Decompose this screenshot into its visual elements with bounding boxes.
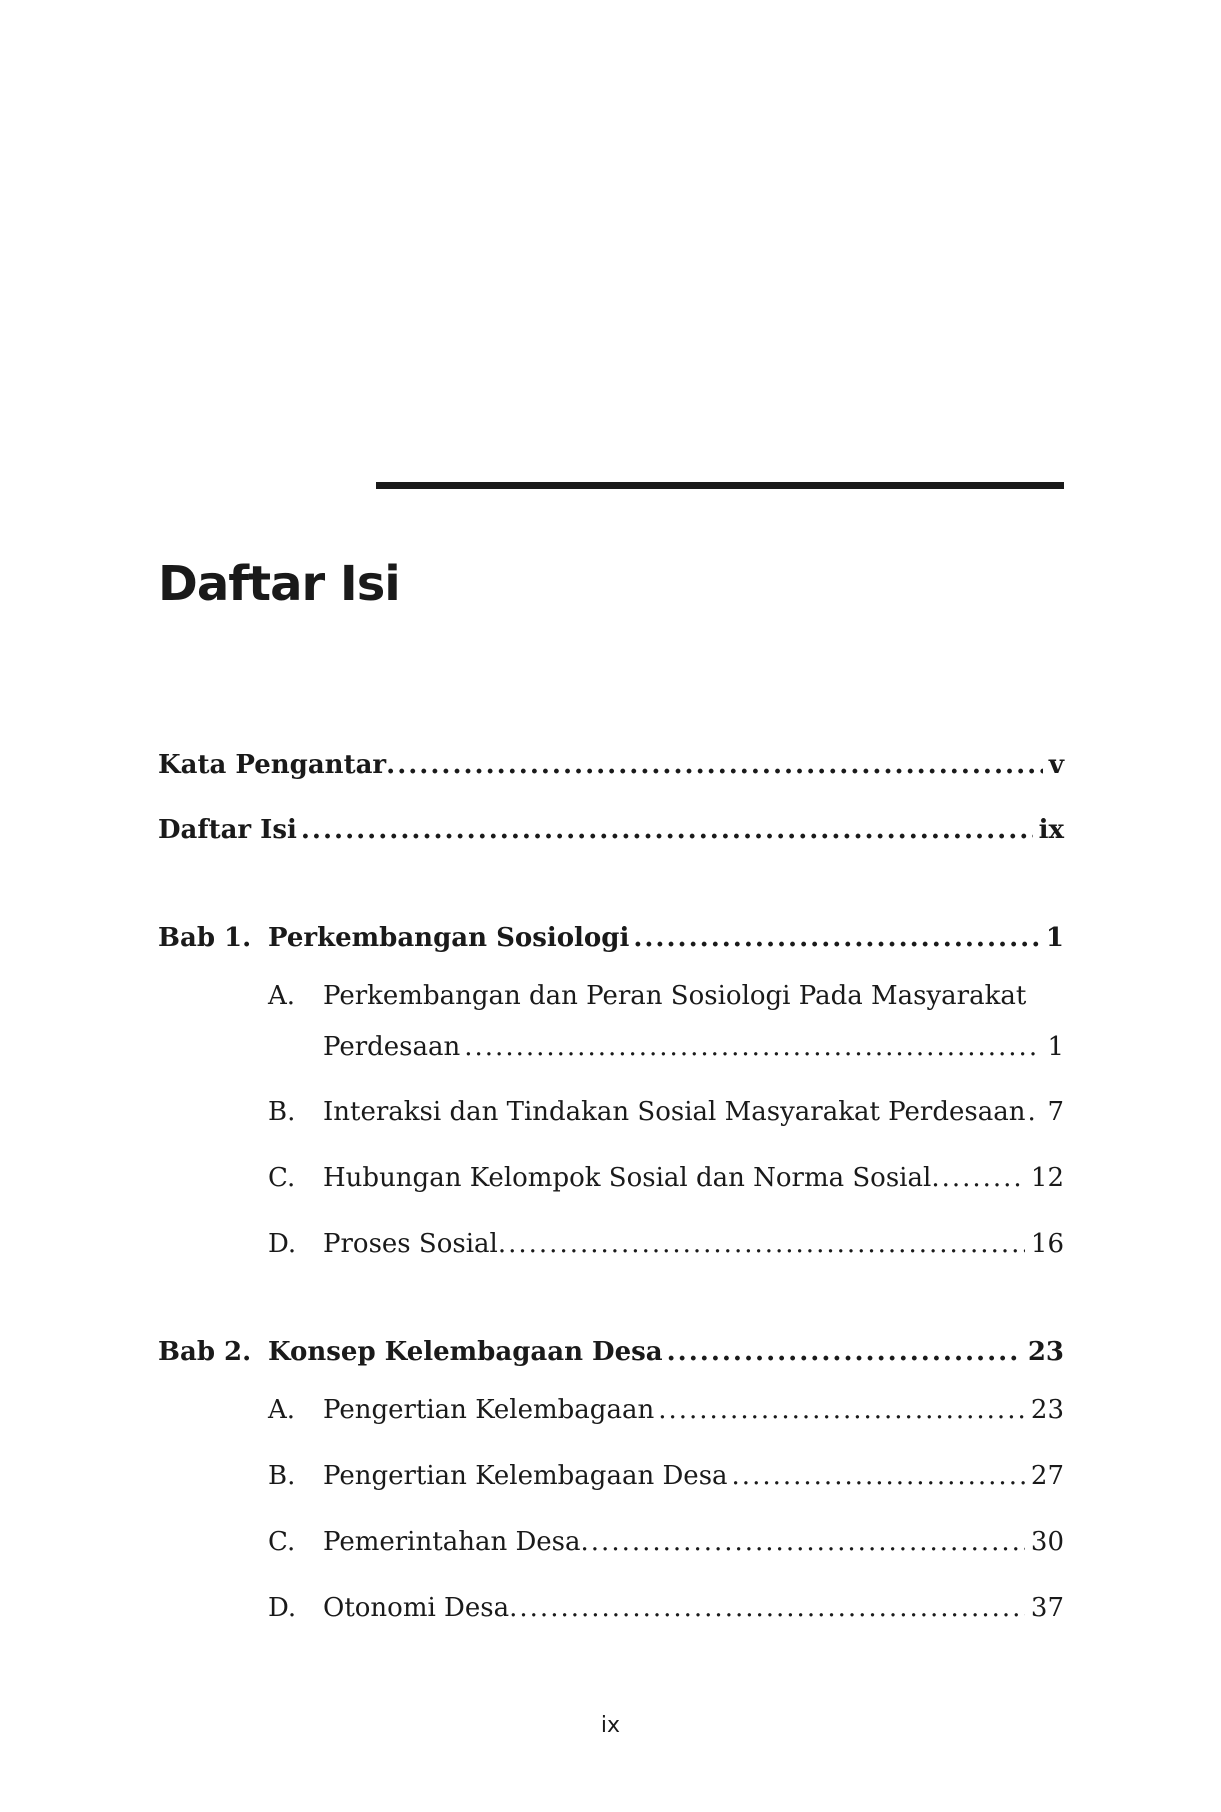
dot-leader [732, 1456, 1025, 1496]
toc-page-number: ix [1038, 815, 1064, 845]
toc-page-number: 1 [1045, 923, 1064, 953]
toc-section-1b[interactable] [268, 1092, 1064, 1132]
toc-page-number: 27 [1030, 1461, 1064, 1491]
section-title: Proses Sosial [323, 1229, 498, 1259]
section-title: Interaksi dan Tindakan Sosial Masyarakat Perdesaan [323, 1097, 1026, 1127]
toc-section-1c[interactable] [268, 1158, 1064, 1198]
toc-section-1a-continued[interactable] [323, 1027, 1064, 1067]
toc-page-number: 12 [1030, 1163, 1064, 1193]
dot-leader [658, 1390, 1025, 1430]
section-letter: D. [268, 1229, 297, 1259]
section-title: Pengertian Kelembagaan [323, 1395, 655, 1425]
section-letter: C. [268, 1527, 296, 1557]
section-title-continued: Perdesaan [323, 1032, 461, 1062]
toc-chapter-1[interactable] [158, 918, 1064, 958]
dot-leader [633, 918, 1040, 958]
toc-section-1a[interactable] [268, 976, 1026, 1016]
dot-leader [581, 1522, 1025, 1562]
toc-page-number: 23 [1030, 1395, 1064, 1425]
toc-chapter-2[interactable] [158, 1332, 1064, 1372]
dot-leader [464, 1027, 1041, 1067]
toc-entry-kata-pengantar[interactable] [158, 745, 1064, 785]
toc-page-number: 37 [1030, 1593, 1064, 1623]
toc-section-2d[interactable] [268, 1588, 1064, 1628]
section-title: Otonomi Desa [323, 1593, 510, 1623]
toc-page-number: 30 [1030, 1527, 1064, 1557]
section-letter: A. [268, 1395, 296, 1425]
toc-entry-daftar-isi[interactable] [158, 810, 1064, 850]
chapter-title: Konsep Kelembagaan Desa [268, 1337, 663, 1367]
toc-section-2b[interactable] [268, 1456, 1064, 1496]
toc-page-number: 7 [1047, 1097, 1064, 1127]
chapter-title: Perkembangan Sosiologi [268, 923, 630, 953]
dot-leader [1027, 1092, 1037, 1132]
dot-leader [386, 745, 1043, 785]
dot-leader [931, 1158, 1025, 1198]
section-title: Perkembangan dan Peran Sosiologi Pada Masyarakat [323, 981, 1027, 1011]
section-letter: D. [268, 1593, 297, 1623]
chapter-number: Bab 1. [158, 923, 252, 953]
dot-leader [509, 1588, 1025, 1628]
dot-leader [667, 1332, 1022, 1372]
section-letter: B. [268, 1461, 296, 1491]
dot-leader [498, 1224, 1025, 1264]
section-letter: A. [268, 981, 296, 1011]
toc-entry-label: Kata Pengantar [158, 750, 387, 780]
section-title: Pemerintahan Desa [323, 1527, 581, 1557]
page-title: Daftar Isi [158, 556, 400, 612]
toc-section-2a[interactable] [268, 1390, 1064, 1430]
toc-page-number: 23 [1027, 1337, 1064, 1367]
toc-page-number: v [1048, 750, 1064, 780]
toc-page-number: 1 [1047, 1032, 1064, 1062]
page-number: ix [600, 1713, 621, 1738]
section-letter: B. [268, 1097, 296, 1127]
chapter-number: Bab 2. [158, 1337, 252, 1367]
toc-section-1d[interactable] [268, 1224, 1064, 1264]
dot-leader [301, 810, 1033, 850]
section-title: Pengertian Kelembagaan Desa [323, 1461, 728, 1491]
toc-entry-label: Daftar Isi [158, 815, 297, 845]
section-letter: C. [268, 1163, 296, 1193]
toc-section-2c[interactable] [268, 1522, 1064, 1562]
section-title: Hubungan Kelompok Sosial dan Norma Sosial [323, 1163, 932, 1193]
toc-page-number: 16 [1030, 1229, 1064, 1259]
